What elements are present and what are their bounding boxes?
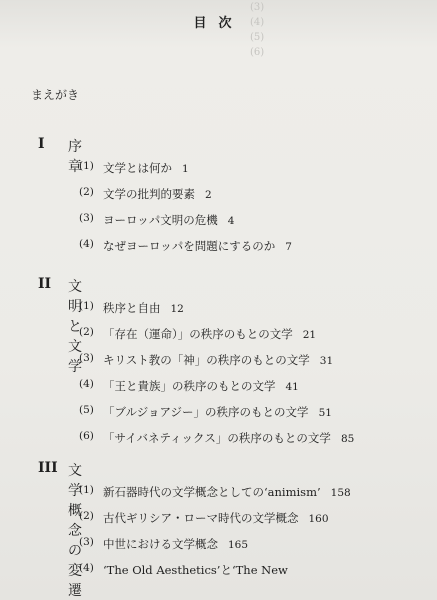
entry-page: 160: [308, 513, 329, 525]
entry-number: (1): [79, 484, 94, 496]
entry-title: 文学とは何か: [103, 161, 172, 175]
entry-title: 秩序と自由: [103, 301, 161, 315]
bleed-through-line: (3): [250, 2, 265, 13]
entry-page: 85: [340, 433, 355, 445]
entry-page: 4: [227, 215, 235, 227]
entry-title: 古代ギリシア・ローマ時代の文学概念: [103, 511, 299, 525]
section-title: 文明と文学: [68, 279, 83, 375]
entry-number: (2): [79, 510, 94, 522]
entry-title: 新石器時代の文学概念としての‘animism’: [103, 485, 321, 499]
section-numeral: III: [38, 460, 58, 476]
entry-number: (4): [79, 378, 94, 390]
entry-number: (2): [79, 186, 94, 198]
section-numeral: II: [38, 276, 52, 292]
section-title: 文学概念の変遷: [68, 463, 83, 599]
entry-page: 21: [302, 329, 317, 341]
entry-page: 165: [228, 539, 249, 551]
entry-number: (3): [79, 536, 94, 548]
bleed-through-line: (5): [250, 32, 265, 43]
entry-title: 「ブルジョアジー」の秩序のもとの文学: [103, 405, 309, 419]
section-numeral: I: [38, 136, 45, 152]
entry-number: (1): [79, 300, 94, 312]
toc-title: 目次: [193, 16, 244, 31]
entry-title: キリスト教の「神」の秩序のもとの文学: [103, 353, 310, 367]
section-title: 序 章: [68, 139, 83, 175]
preface-entry: まえがき: [31, 88, 80, 102]
entry-number: (3): [79, 212, 94, 224]
entry-page: 31: [319, 355, 334, 367]
entry-title: 「存在（運命）」の秩序のもとの文学: [103, 327, 293, 341]
entry-page: 2: [205, 189, 212, 201]
entry-title: 「王と貴族」の秩序のもとの文学: [103, 379, 276, 393]
entry-title: なぜヨーロッパを問題にするのか: [103, 239, 276, 253]
entry-number: (3): [79, 352, 94, 364]
entry-number: (1): [79, 160, 94, 172]
entry-page: 7: [285, 241, 292, 253]
entry-number: (4): [79, 562, 94, 574]
entry-page: 41: [285, 381, 299, 393]
bleed-through-line: (6): [250, 47, 265, 58]
entry-page: 51: [318, 407, 332, 419]
entry-title: 「サイバネティックス」の秩序のもとの文学: [103, 431, 331, 445]
entry-page: 12: [170, 303, 184, 315]
entry-page: 158: [330, 487, 351, 499]
entry-title: 中世における文学概念: [103, 537, 218, 551]
entry-number: (6): [79, 430, 94, 442]
entry-title: 文学の批判的要素: [103, 187, 195, 201]
bleed-through-line: (4): [250, 17, 265, 28]
entry-number: (2): [79, 326, 94, 338]
entry-number: (5): [79, 404, 94, 416]
entry-title: ヨーロッパ文明の危機: [103, 213, 218, 227]
bleed-through-text: [250, 0, 370, 70]
entry-page: 1: [182, 163, 189, 175]
entry-number: (4): [79, 238, 94, 250]
entry-title: ‘The Old Aesthetics’と‘The New: [103, 563, 288, 577]
